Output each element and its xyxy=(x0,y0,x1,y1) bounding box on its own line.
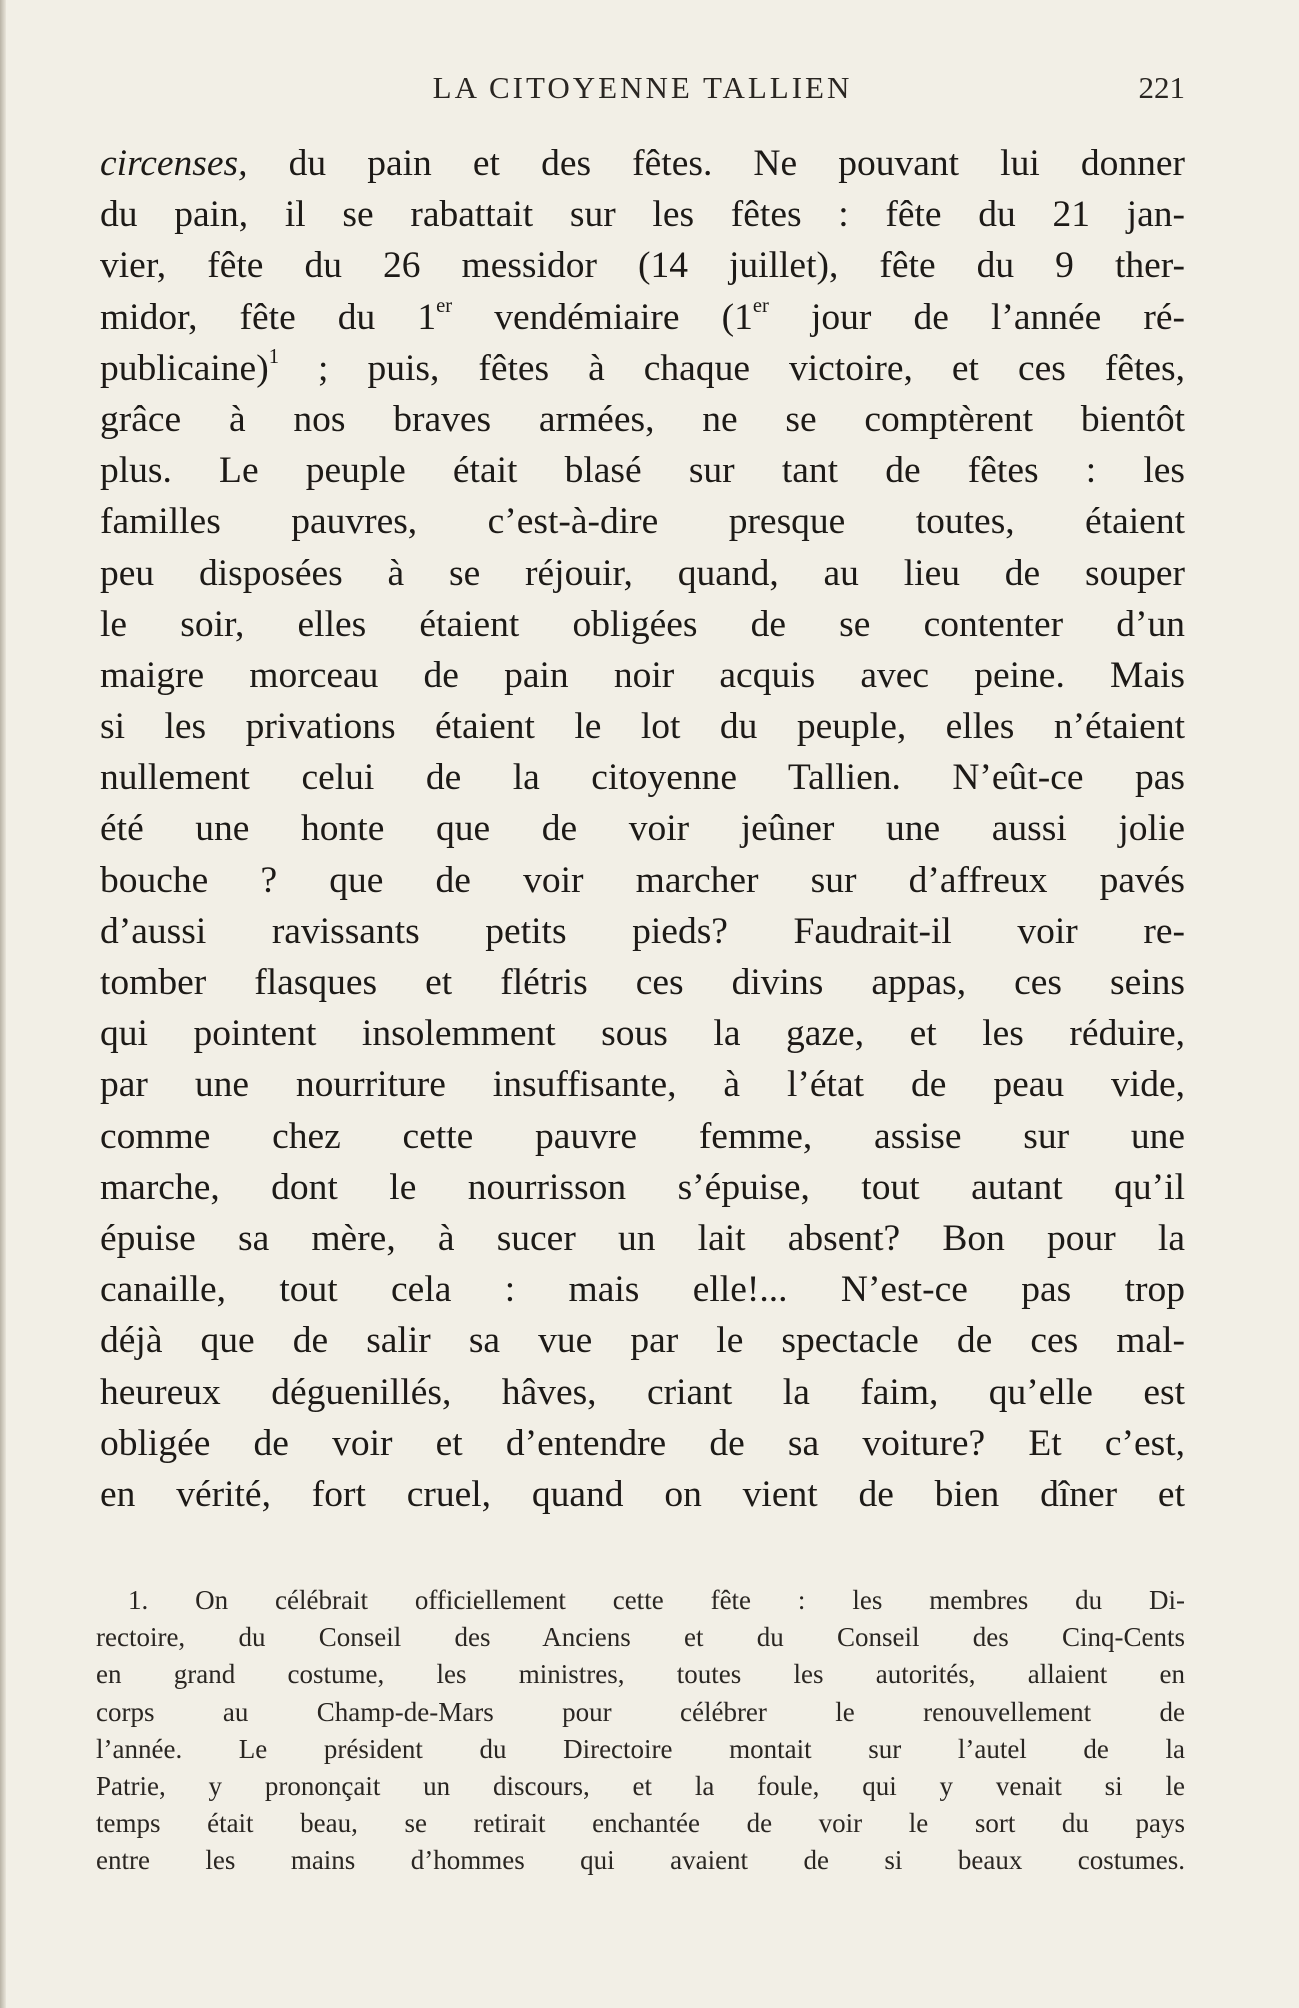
text-line: midor, fête du 1er vendémiaire (1er jour de l’année ré- xyxy=(100,294,1186,338)
text-line: qui pointent insolemment sous la gaze, et les réduire, xyxy=(100,1013,1185,1055)
text-line: en vérité, fort cruel, quand on vient de bien dîner et xyxy=(100,1473,1185,1515)
text-line: plus. Le peuple était blasé sur tant de fêtes : les xyxy=(100,450,1185,492)
page-header xyxy=(100,70,1185,110)
text-line: familles pauvres, c’est-à-dire presque toutes, étaient xyxy=(100,501,1185,543)
text-line: heureux déguenillés, hâves, criant la faim, qu’elle est xyxy=(100,1371,1185,1413)
footnote-line: en grand costume, les ministres, toutes les autorités, allaient en xyxy=(96,1659,1185,1690)
text-line: bouche ? que de voir marcher sur d’affreux pavés xyxy=(100,859,1185,901)
body-text xyxy=(100,138,1185,1520)
text-line: peu disposées à se réjouir, quand, au lieu de souper xyxy=(100,552,1185,594)
text-line: du pain, il se rabattait sur les fêtes : fête du 21 jan- xyxy=(100,194,1185,236)
footnote-line: l’année. Le président du Directoire montait sur l’autel de la xyxy=(96,1733,1185,1764)
footnote-line: 1. On célébrait officiellement cette fête : les membres du Di- xyxy=(128,1585,1185,1615)
footnote-line: rectoire, du Conseil des Anciens et du Conseil des Cinq-Cents xyxy=(96,1622,1185,1653)
text-line: marche, dont le nourrisson s’épuise, tout autant qu’il xyxy=(100,1166,1185,1208)
text-line: canaille, tout cela : mais elle!... N’est-ce pas trop xyxy=(100,1269,1185,1311)
footnote-line: temps était beau, se retirait enchantée de voir le sort du pays xyxy=(96,1808,1185,1839)
text-line: circenses, du pain et des fêtes. Ne pouvant lui donner xyxy=(100,143,1185,184)
italic-word: circenses, xyxy=(100,143,248,184)
page-number: 221 xyxy=(1138,70,1185,105)
text-line: si les privations étaient le lot du peuple, elles n’étaient xyxy=(100,706,1185,748)
text-line: épuise sa mère, à sucer un lait absent? Bon pour la xyxy=(100,1217,1185,1259)
text-line: grâce à nos braves armées, ne se comptèrent bientôt xyxy=(100,398,1185,440)
text-line: par une nourriture insuffisante, à l’état de peau vide, xyxy=(100,1064,1185,1106)
footnote-line: Patrie, y prononçait un discours, et la foule, qui y venait si le xyxy=(96,1770,1185,1801)
text-line: publicaine)$^1$ ; puis, fêtes à chaque victoire, et ces fêtes, xyxy=(100,346,1185,389)
text-line: été une honte que de voir jeûner une aussi jolie xyxy=(100,808,1185,850)
footnote-line: entre les mains d’hommes qui avaient de si beaux costumes. xyxy=(96,1845,1185,1876)
text-line: tomber flasques et flétris ces divins appas, ces seins xyxy=(100,962,1185,1003)
text-line: déjà que de salir sa vue par le spectacle de ces mal- xyxy=(100,1320,1185,1362)
text-line: nullement celui de la citoyenne Tallien. N’eût-ce pas xyxy=(100,757,1185,799)
text-line: le soir, elles étaient obligées de se contenter d’un xyxy=(100,603,1185,645)
text-line: obligée de voir et d’entendre de sa voiture? Et c’est, xyxy=(100,1422,1185,1464)
text-line: vier, fête du 26 messidor (14 juillet), fête du 9 ther- xyxy=(100,245,1185,287)
running-title: LA CITOYENNE TALLIEN xyxy=(432,70,853,105)
text-line: maigre morceau de pain noir acquis avec peine. Mais xyxy=(100,654,1185,696)
text-line: comme chez cette pauvre femme, assise sur une xyxy=(100,1115,1185,1157)
footnote xyxy=(96,1582,1185,1880)
footnote-line: corps au Champ-de-Mars pour célébrer le renouvellement de xyxy=(96,1696,1185,1727)
footnote-marker: 1 xyxy=(268,346,279,369)
page-edge xyxy=(0,0,6,2008)
text-line: d’aussi ravissants petits pieds? Faudrait-il voir re- xyxy=(100,910,1185,952)
